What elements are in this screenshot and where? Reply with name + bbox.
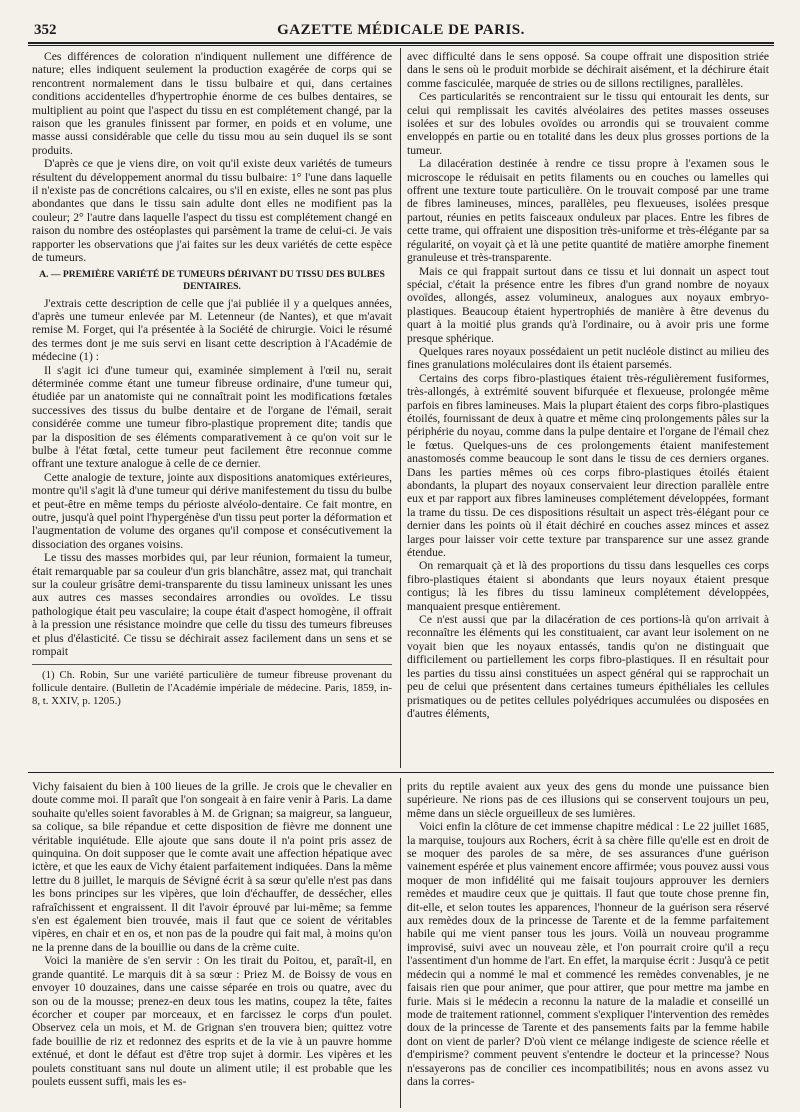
paragraph: Quelques rares noyaux possédaient un petit nucléole distinct au milieu des fines granulations moléculaires dont ils étaient parsemés. bbox=[407, 344, 769, 372]
feuilleton-left-column bbox=[32, 780, 392, 1108]
feuilleton-right-column bbox=[407, 780, 769, 1108]
paragraph: La dilacération destinée à rendre ce tissu propre à l'examen sous le microscope le réduisait en petits filaments ou en couches ou lamelles qui offrent une texture toute particulière. On le trouvait composé par une trame de fibres lamineuses, minces, parallèles, peu flexueuses, isolées presque partout, réunies en petits faisceaux onduleux par places. Entre les fibres de cette trame, qui offraient une disposition très-uniforme et très-élégante par sa régularité, on voyait çà et là une petite quantité de matière amorphe finement granuleuse et très-transparente. bbox=[407, 157, 769, 265]
paragraph-continuation: Vichy faisaient du bien à 100 lieues de la grille. Je crois que le chevalier en doute comme moi. Il paraît que l'on songeait à en faire venir à Paris. La dame souhaite qu'elles soient favorables à M. de Grignan; sa maigreur, sa langueur, sa colique, sa bile répandue et cette disposition de fièvre me donnent une véritable inquiétude. Elle ajoute que sans doute il n'a point pris assez de quinquina. On doit supposer que le comte avait une affection hépatique avec ictère, et que les eaux de Vichy étaient parfaitement indiquées. Dans la même lettre du 8 juillet, le marquis de Sévigné écrit à sa sœur qu'elle n'est pas dans les bons principes sur les vipères, que loin d'échauffer, de dessécher, elles rafraîchissent et engraissent. Il dit l'avoir éprouvé par lui-même; sa femme s'en est également bien trouvée, mais il faut que ce soient de véritables vipères, en chair et en os, et non pas de la poudre qui fait mal, à moins qu'on ne la prenne dans de la bouillie ou dans de la crème cuite. bbox=[32, 780, 392, 954]
paragraph: Certains des corps fibro-plastiques étaient très-régulièrement fusiformes, très-allongés, à extrémité souvent bifurquée et flexueuse, prolongée même parfois en fibres lamineuses. Mais la plupart étaient des corps fibro-plastiques étoilés, fournissant de deux à quatre et même cinq prolongements pâles sur la périphérie du noyau, comme dans la pulpe dentaire et l'organe de l'émail chez le fœtus. Quelques-uns de ces prolongements étaient manifestement anastomosés comme beaucoup le sont dans le tissu de ces derniers organes. Dans les parties mêmes où ces corps fibro-plastiques étoilés étaient abondants, la plupart des noyaux conservaient leur direction parallèle entre eux et par rapport aux fibres lamineuses complétement développées, formant la trame du tissu. De ces dispositions résultait un aspect très-élégant pour ce dernier dans les points où il était déchiré en couches assez minces et assez larges pour laisser voir cette texture par transparence sur une assez grande étendue. bbox=[407, 371, 769, 560]
right-column bbox=[407, 50, 769, 768]
journal-title: GAZETTE MÉDICALE DE PARIS. bbox=[277, 22, 525, 38]
paragraph: D'après ce que je viens dire, on voit qu'il existe deux variétés de tumeurs résultent du développement anormal du tissu bulbaire: 1° l'une dans laquelle il n'existe pas de concrétions calcaires, ou s'il en existe, elles ne sont pas plus abondantes que dans le tissu sain adulte dont elles ne modifient pas la couleur; 2° l'autre dans laquelle l'aspect du tissu est complétement changé en raison du nombre des ostéoplastes qui parsèment la trame de celui-ci. Je vais rapporter les observations que j'ai faites sur les deux variétés de cette espèce de tumeurs. bbox=[32, 157, 392, 265]
footnote-text: (1) Ch. Robin, Sur une variété particulière de tumeur fibreuse provenant du follicule dentaire. (Bulletin de l'Académie impériale de médecine. Paris, 1859, in-8, t. XXIV, p. 1205.) bbox=[32, 669, 392, 708]
column-divider bbox=[400, 48, 401, 768]
paragraph: Mais ce qui frappait surtout dans ce tissu et lui donnait un aspect tout spécial, c'était la présence entre les fibres d'un grand nombre de noyaux ovoïdes, allongés, assez volumineux, analogues aux noyaux embryo-plastiques. Beaucoup étaient hypertrophiés de manière à être devenus du quart à la moitié plus grands qu'à l'ordinaire, ou à avoir pris une forme presque sphérique. bbox=[407, 264, 769, 345]
paragraph: Ces particularités se rencontraient sur le tissu qui entourait les dents, sur celui qui remplissait les cavités alvéolaires des petites masses osseuses isolées et sur des lobules ovoïdes ou arrondis qui se trouvaient comme enveloppés en partie ou en totalité dans les deux plus grosses portions de la tumeur. bbox=[407, 90, 769, 157]
page-number: 352 bbox=[34, 22, 57, 38]
feuilleton-separator bbox=[28, 772, 774, 773]
feuilleton-column-divider bbox=[400, 778, 401, 1108]
paragraph: Ce n'est aussi que par la dilacération de ces portions-là qu'on arrivait à reconnaître les éléments qui les constituaient, car avant leur isolement on ne voyait bien que les noyaux entassés, tandis qu'on ne distinguait que difficilement ou partiellement les corps fibro-plastiques. Il en résultait pour les parties du tissu ainsi constituées un aspect général qui se rapprochait un peu de celui que présentent dans certaines tumeurs épithéliales les cellules prismatiques ou de petites cellules polyédriques accumulées ou disposées en d'autres éléments, bbox=[407, 613, 769, 720]
paragraph: On remarquait çà et là des proportions du tissu dans lesquelles ces corps fibro-plastiques étaient si abondants que leurs noyaux étaient presque contigus; là les fibres du tissu lamineux complétement développées, manquaient presque entièrement. bbox=[407, 559, 769, 613]
paragraph: Voici la manière de s'en servir : On les tirait du Poitou, et, paraît-il, en grande quantité. Le marquis dit à sa sœur : Priez M. de Boissy de vous en envoyer 10 douzaines, dans une caisse séparée en trois ou quatre, avec du son ou de la mousse; prenez-en deux tous les matins, coupez la tête, faites écorcher et couper par morceaux, et en farcissez le corps d'un poulet. Observez cela un mois, et M. de Grignan s'en trouvera bien; quittez votre fade bouillie de riz et redonnez des esprits et de la vie à un pauvre homme exténué, et dont le défaut est d'être trop sujet à dormir. Les vipères et les poulets constituant sans nul doute un aliment utile; il est probable que les poulets eussent suffi, mais les es- bbox=[32, 954, 392, 1088]
paragraph: Ces différences de coloration n'indiquent nullement une différence de nature; elles indiquent seulement la production exagérée de corps qui se rencontrent normalement dans le tissu bulbaire et qui, dans certaines conditions accidentelles d'hypertrophie énorme de ces bulbes dentaires, se multiplient au point que l'aspect du tissu en est complétement changé, par la raison que les granules finissent par former, en poids et en volume, une masse aussi considérable que celle du tissu mou au sein duquel ils se sont produits. bbox=[32, 50, 392, 157]
header-rule-thick bbox=[28, 42, 774, 44]
footnote bbox=[32, 664, 392, 707]
paragraph: Voici enfin la clôture de cet immense chapitre médical : Le 22 juillet 1685, la marquise, toujours aux Rochers, écrit à sa chère fille qu'elle est en droit de se moquer des paroles de sa mère, de ses assurances d'une guérison vainement espérée et plus vainement encore affirmée; vous pouvez aussi vous moquer de mon infidélité qui me faisait toujours approuver les derniers remèdes et maudire ceux que je quittais. Il faut que toute chose prenne fin, dit-elle, et selon toutes les apparences, l'honneur de la guérison sera réservé aux remèdes doux de la princesse de Tarente et de la femme parfaitement habile qui me vient panser tous les jours. Voilà un nouveau programme improvisé, suivi avec un nouveau zèle, et l'on pourrait croire qu'il a reçu l'assentiment d'un homme de l'art. En effet, la marquise écrit : Jusqu'à ce petit médecin qui a nommé le mal et commencé les remèdes convenables, je ne faisais rien que pour animer, que pour attirer, que pour mettre ma jambe en furie. Mais si le médecin a reconnu la nature de la maladie et conseillé un mode de traitement rationnel, comment s'expliquer l'intervention des remèdes doux de la princesse de Tarente et des pansements faits par la femme habile dont on vient de parler? D'où vient ce mélange indigeste de science réelle et d'empirisme? comment peuvent s'entendre le docteur et la princesse? Nous n'essayerons pas de concilier ces incompatibilités; nous en avons assez vu dans la corres- bbox=[407, 820, 769, 1088]
paragraph: Cette analogie de texture, jointe aux dispositions anatomiques extérieures, montre qu'il s'agit là d'une tumeur qui dérive manifestement du tissu du bulbe et peut-être en même temps du périoste alvéolo-dentaire. Ce fait montre, en outre, jusqu'à quel point l'hypergénèse d'un tissu peut porter la déformation et l'augmentation de volume des organes qu'il compose et consécutivement la dissociation des organes voisins. bbox=[32, 470, 392, 551]
header-rule-thin bbox=[28, 45, 774, 46]
paragraph: Le tissu des masses morbides qui, par leur réunion, formaient la tumeur, était remarquable par sa couleur d'un gris blanchâtre, assez mat, qui tranchait sur la couleur grisâtre demi-transparente du tissu lamineux unissant les unes aux autres ces masses secondaires arrondies ou ovoïdes. Le tissu pathologique était peu vasculaire; la coupe était d'aspect homogène, il offrait à la pression une résistance moindre que celle du tissu des tumeurs fibreuses et plus d'élasticité. Ce tissu se déchirait assez facilement dans un sens et se rompait bbox=[32, 551, 392, 659]
paragraph: Il s'agit ici d'une tumeur qui, examinée simplement à l'œil nu, serait déterminée comme étant une tumeur fibreuse ordinaire, d'une tumeur qui, étudiée par un anatomiste qui ne connaîtrait point les modifications fœtales successives des tissus du bulbe dentaire et de l'organe de l'émail, serait considérée comme une tumeur fibro-plastique proprement dite; tandis que par la disposition de ses éléments comparativement à ce qu'on voit sur le bulbe à l'état fœtal, cette tumeur peut facilement être reconnue comme offrant une texture analogue à celle de ce dernier. bbox=[32, 363, 392, 471]
paragraph: J'extrais cette description de celle que j'ai publiée il y a quelques années, d'après une tumeur enlevée par M. Letenneur (de Nantes), et que m'avait remise M. Forget, qui l'a présentée à la Société de chirurgie. Voici le résumé des termes dont je me suis servi en lisant cette description à l'Académie de médecine (1) : bbox=[32, 296, 392, 364]
section-heading: A. — PREMIÈRE VARIÉTÉ DE TUMEURS DÉRIVANT DU TISSU DES BULBES DENTAIRES. bbox=[39, 268, 385, 292]
paragraph-continuation: prits du reptile avaient aux yeux des gens du monde une puissance bien supérieure. Ne rions pas de ces illusions qui se conservent toujours un peu, même dans un siècle orgueilleux de ses lumières. bbox=[407, 780, 769, 820]
left-column bbox=[32, 50, 392, 768]
page-header bbox=[28, 22, 774, 40]
paragraph-continuation: avec difficulté dans le sens opposé. Sa coupe offrait une disposition striée dans le sens où le produit morbide se déchirait aisément, et la déchirure était comme fasciculée, marquée de stries ou de sillons rectilignes, parallèles. bbox=[407, 50, 769, 90]
